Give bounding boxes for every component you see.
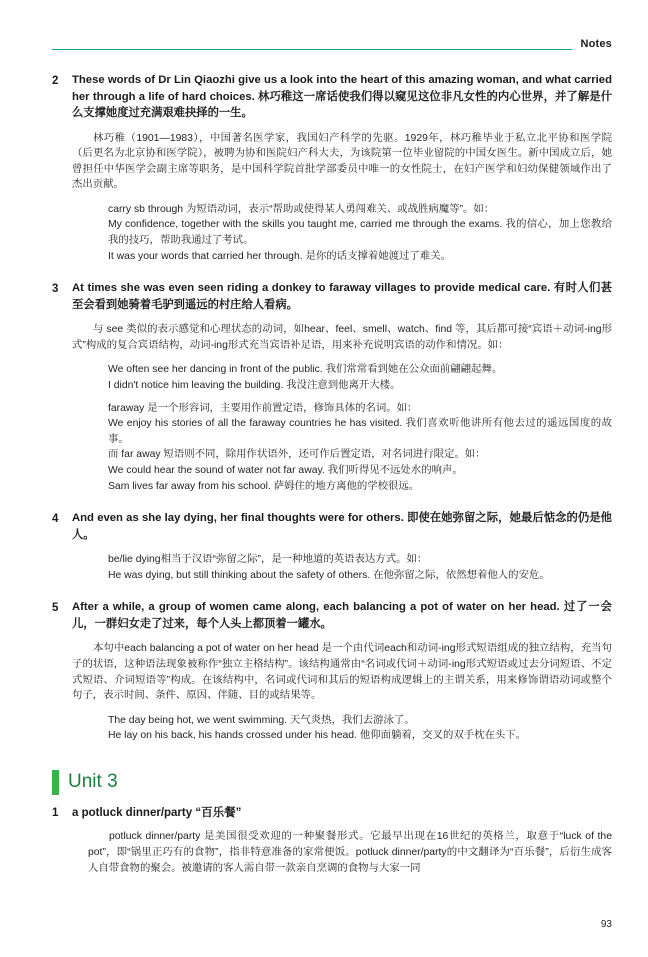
note-examples — [108, 713, 612, 744]
entry-paragraph: potluck dinner/party 是美国很受欢迎的一种聚餐形式。它最早出现在16世纪的英格兰，取意于“luck of the pot”，即“锅里正巧有的食物”，指非特意准备的家常便饭。potluck dinner/party的中文翻译为“百乐餐”，后衍生成客人自带食物的聚会。被邀请的客人需自带一款亲自烹调的食物与大家一同 — [88, 831, 612, 874]
note-body — [72, 280, 612, 494]
note-lead-chinese: 林巧稚这一席话使我们得以窥见这位非凡女性的内心世界，并了解是什么支撑她度过充满艰难抉择的一生。 — [72, 90, 612, 119]
unit-heading — [52, 770, 612, 795]
header-label: Notes — [572, 38, 612, 50]
note-paragraph: 本句中each balancing a pot of water on her head 是一个由代词each和动词-ing形式短语组成的独立结构，充当句子的状语，这种语法现象被称作“独立主格结构”。该结构通常由“名词或代词＋动词-ing形式短语或过去分词短语、不定式短语、介词短语等”构成。在该结构中，名词或代词和其后的短语构成逻辑上的主谓关系，用来修饰谓语动词或整个句子，表示时间、条件、原因、伴随、目的或结果等。 — [72, 643, 612, 702]
note-lead — [72, 510, 612, 543]
page-header — [52, 38, 612, 60]
note-lead-english: And even as she lay dying, her final thoughts were for others. — [72, 512, 404, 525]
note-number: 2 — [52, 75, 59, 87]
note-lead-chinese: 过了一会儿，一群妇女走了过来，每个人头上都顶着一罐水。 — [72, 601, 612, 630]
note-lead-english: After a while, a group of women came along, each balancing a pot of water on her head. — [72, 601, 560, 614]
note-number: 3 — [52, 283, 59, 296]
note-lead-english: These words of Dr Lin Qiaozhi give us a look into the heart of this amazing woman, and what carried her through a life of hard choices. — [72, 74, 612, 103]
note-body — [72, 510, 612, 583]
note-paragraph: 林巧稚（1901—1983），中国著名医学家，我国妇产科学的先驱。1929年，林巧稚毕业于私立北平协和医学院（后更名为北京协和医学院），被聘为协和医院妇产科大夫，为该院第一位毕业留院的中国女医生。新中国成立后，她曾担任中华医学会副主席等职务，是中国科学院首批学部委员中唯一的女性院士，在妇产医学和妇幼保健领域作出了杰出贡献。 — [72, 132, 612, 191]
page-content — [52, 72, 612, 887]
example-note: faraway 是一个形容词，主要用作前置定语，修饰具体的名词。如： — [108, 402, 418, 414]
unit-accent-bar — [52, 770, 59, 795]
page-number: 93 — [600, 919, 612, 930]
note-paragraph: 与 see 类似的表示感觉和心理状态的动词，如hear、feel、smell、watch、find 等，其后都可接“宾语＋动词-ing形式”构成的复合宾语结构，动词-ing形式充当宾语补足语，用来补充说明宾语的动作和情况。如： — [72, 324, 612, 351]
header-divider — [52, 49, 612, 50]
note-lead — [72, 72, 612, 122]
note-lead — [72, 280, 612, 313]
example-sentence: We could hear the sound of water not far away. 我们听得见不远处水的响声。 — [108, 465, 463, 476]
note-item-5 — [52, 599, 612, 744]
note-lead-english: At times she was even seen riding a donkey to faraway villages to provide medical care. — [72, 282, 551, 295]
example-sentence: The day being hot, we went swimming. 天气炎热，我们去游泳了。 — [108, 714, 415, 726]
example-sentence: We often see her dancing in front of the public. 我们常常看到她在公众面前翩翩起舞。 — [108, 364, 503, 376]
note-number: 4 — [52, 513, 59, 526]
note-body — [72, 599, 612, 744]
note-number: 5 — [52, 602, 59, 615]
note-item-2 — [52, 72, 612, 264]
note-lead-chinese: 有时人们甚至会看到她骑着毛驴到遥远的村庄给人看病。 — [72, 282, 612, 311]
example-sentence: It was your words that carried her through. 是你的话支撑着她渡过了难关。 — [108, 250, 451, 262]
note-item-3 — [52, 280, 612, 494]
note-lead-chinese: 即使在她弥留之际，她最后惦念的仍是他人。 — [72, 512, 612, 541]
example-sentence: He lay on his back, his hands crossed under his head. 他仰面躺着，交叉的双手枕在头下。 — [108, 730, 527, 742]
example-sentence: We enjoy his stories of all the faraway countries he has visited. 我们喜欢听他讲所有他去过的遥远国度的故事。 — [108, 418, 612, 445]
example-sentence: He was dying, but still thinking about the safety of others. 在他弥留之际，依然想着他人的安危。 — [108, 569, 550, 581]
note-examples — [108, 362, 612, 494]
note-item-4 — [52, 510, 612, 583]
note-lead — [72, 599, 612, 632]
example-sentence: I didn't notice him leaving the building. 我没注意到他离开大楼。 — [108, 380, 401, 392]
example-note: 而 far away 短语则不同，除用作状语外，还可作后置定语，对名词进行限定。如： — [108, 449, 486, 461]
example-sentence: Sam lives far away from his school. 萨姆住的地方离他的学校很远。 — [108, 480, 420, 492]
entry-title: a potluck dinner/party “百乐餐” — [72, 806, 242, 819]
note-body — [72, 72, 612, 264]
unit-title: Unit 3 — [68, 771, 118, 793]
entry-number: 1 — [52, 806, 59, 819]
unit-entry-1 — [52, 805, 612, 822]
example-note: be/lie dying相当于汉语“弥留之际”，是一种地道的英语表达方式。如： — [108, 554, 428, 566]
note-examples — [108, 202, 612, 264]
note-examples — [108, 552, 612, 583]
example-sentence: My confidence, together with the skills you taught me, carried me through the exams. 我的信心，加上您教给我的技巧，帮助我通过了考试。 — [108, 219, 612, 247]
example-note: carry sb through 为短语动词，表示“帮助或使得某人勇闯难关、或战胜病魔等”。如： — [108, 203, 495, 215]
